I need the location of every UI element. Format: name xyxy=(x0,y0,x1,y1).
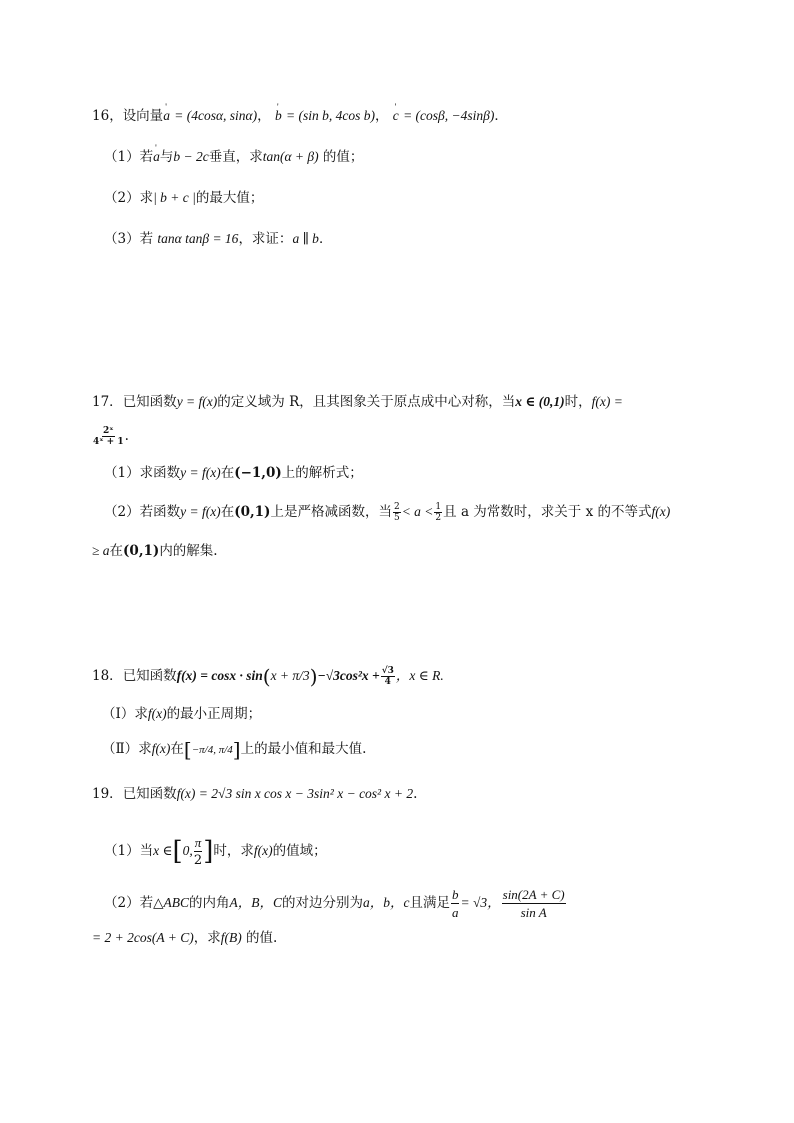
q17-p2-frac2-num: 1 xyxy=(435,502,442,512)
q19-p1-x: x ∈ xyxy=(153,843,173,858)
q17-p1-interval: (−1,0) xyxy=(234,465,282,481)
q16-p1-expr: b − 2c xyxy=(173,149,209,164)
q17-frac-num: 2ˣ xyxy=(103,426,114,436)
q19-p2-sin-num: sin(2A + C) xyxy=(502,887,565,902)
q16-p1-text-b: 与 xyxy=(159,149,174,165)
q19-p2-b: b xyxy=(451,887,459,902)
q18-p2-text-c: 上的最小值和最大值. xyxy=(240,741,367,757)
q16-p2-text-b: 的最大值； xyxy=(195,190,264,206)
q16-number: 16 xyxy=(92,108,110,124)
q19-p1-label: （1） xyxy=(104,843,140,859)
q18-fx: f(x) = cosx · sin xyxy=(176,668,263,683)
q19-p2-angles: A，B，C xyxy=(229,895,282,910)
q17-p2-frac1 xyxy=(393,502,401,523)
q17-part2 xyxy=(104,502,670,523)
q19-p2-text-d: 且满足 xyxy=(409,895,450,911)
q16-p3-expr: tanα tanβ = 16 xyxy=(157,231,239,246)
q18-number: 18． xyxy=(92,668,123,684)
q18-p2-text-a: 求 xyxy=(138,741,152,757)
q19-p2-sin-frac xyxy=(502,886,566,921)
q19-number: 19． xyxy=(92,786,123,802)
q17-stem xyxy=(92,392,623,412)
q16-p1-text-c: 垂直，求 xyxy=(208,149,263,165)
q19-stem: 19．已知函数f(x) = 2√3 sin x cos x − 3sin² x − cos² x + 2. xyxy=(92,786,418,802)
q18-fraction xyxy=(381,666,395,687)
q17-p1-text-a: 求函数 xyxy=(139,465,181,481)
q19-p2-a: a xyxy=(451,905,459,920)
q19-p2-ratio xyxy=(451,886,460,921)
q16-p3-parallel: a ∥ b xyxy=(292,231,319,246)
q16-p3-text-a: 若 xyxy=(139,231,154,247)
q18-p2-label: （Ⅱ） xyxy=(102,741,139,757)
vector-a: ' a xyxy=(163,106,170,126)
vector-b-expr: = (sin b, 4cos b) xyxy=(285,108,375,123)
q18-arg: x + π/3 xyxy=(270,668,310,683)
q16-p3-text-b: ，求证： xyxy=(238,231,293,247)
q19-p2-sin-den: sin A xyxy=(520,905,547,920)
q19-p1-two: 2 xyxy=(193,853,203,868)
q18-stem: 18．已知函数f(x) = cosx · sin(x + π/3)−√3cos²x + $\frac{√3}{4}$ ，x ∈ R. xyxy=(92,664,444,689)
q17-p2-text-d: 且 a 为常数时，求关于 x 的不等式 xyxy=(443,504,652,520)
q17-p2-text-c: 上是严格减函数，当 xyxy=(270,504,392,520)
q19-p2-text-a: 若 xyxy=(139,895,154,911)
q16-part2 xyxy=(104,188,263,208)
q19-p2-text-c: 的对边分别为 xyxy=(281,895,363,911)
q19-p1-text-c: 的值域； xyxy=(272,843,327,859)
q17-p2-fx: f(x) xyxy=(651,504,671,519)
q16-stem: 16，设向量' a = (4cosα, sinα)， ' b = (sin b, 4cos b)， ' c = (cosβ, −4sinβ)． xyxy=(92,106,508,126)
vector-c: ' c xyxy=(393,106,399,126)
vector-c-expr: = (cosβ, −4sinβ) xyxy=(403,108,495,123)
vector-b: ' b xyxy=(275,106,282,126)
q18-p1-fx: f(x) xyxy=(147,706,167,721)
q18-text-a: 已知函数 xyxy=(122,668,177,684)
q16-p3-label: （3） xyxy=(104,231,140,247)
q19-part2 xyxy=(104,886,567,921)
q17-part1 xyxy=(104,463,363,483)
q17-frac-den: 4ˣ + 1 xyxy=(93,437,124,447)
q17-p1-text-b: 在 xyxy=(220,465,235,481)
q17-p2-func: y = f(x) xyxy=(180,504,221,519)
q16-p2-label: （2） xyxy=(104,190,140,206)
q17-p1-label: （1） xyxy=(104,465,140,481)
q19-p2-label: （2） xyxy=(104,895,140,911)
q18-part1 xyxy=(102,704,261,724)
q18-p2-interval: −π/4, π/4 xyxy=(191,744,233,756)
q17-p2-text-a: 若函数 xyxy=(139,504,181,520)
q19-p1-text-a: 当 xyxy=(139,843,154,859)
q18-frac-den: 4 xyxy=(384,677,391,687)
q17-p2-text-f: 内的解集. xyxy=(159,543,218,559)
q16-part3: （3）若 tanα tanβ = 16，求证：a ∥ b． xyxy=(104,231,333,247)
q16-p2-expr: | b + c | xyxy=(153,190,196,205)
q18-frac-num: √3 xyxy=(381,666,394,676)
q16-part1 xyxy=(104,147,363,167)
q16-p1-text-a: 若 xyxy=(139,149,154,165)
q18-rest: −√3cos²x + xyxy=(317,668,380,683)
q19-text-a: 已知函数 xyxy=(122,786,177,802)
q17-func: y = f(x) xyxy=(176,394,218,409)
q19-part1: （1）当x ∈[0, $\frac{\pi}{2}$ ]时，求f(x)的值域； xyxy=(104,835,327,868)
q19-cont-fb: f(B) xyxy=(220,930,242,945)
q17-p2-interval: (0,1) xyxy=(234,504,271,520)
q19-p2-tri: △ABC xyxy=(153,895,189,910)
q16-p2-text-a: 求 xyxy=(139,190,154,206)
q18-part2: （Ⅱ）求f(x)在[−π/4, π/4]上的最小值和最大值. xyxy=(102,737,367,762)
q19-p2-text-b: 的内角 xyxy=(188,895,230,911)
q17-part2-cont xyxy=(92,541,218,561)
q16-p1-label: （1） xyxy=(104,149,140,165)
q18-p2-text-b: 在 xyxy=(170,741,184,757)
q17-p2-frac1-den: 5 xyxy=(393,513,400,523)
q17-p2-frac2 xyxy=(434,502,442,523)
q17-p2-label: （2） xyxy=(104,504,140,520)
q18-p1-text-a: 求 xyxy=(134,706,148,722)
q18-domain: ，x ∈ R. xyxy=(395,668,444,683)
q17-text-c: 时， xyxy=(564,394,592,410)
q19-p1-fx: f(x) xyxy=(253,843,273,858)
q17-fraction xyxy=(93,426,124,447)
q17-fraction-line: $\frac{\text{2ˣ}}{\text{4ˣ + 1}}$ . xyxy=(93,426,129,447)
q19-p1-pi: π xyxy=(194,835,202,850)
q18-p1-label: （Ⅰ） xyxy=(102,706,135,722)
q16-p1-text-d: 的值； xyxy=(322,149,364,165)
q19-cont-text: ，求 xyxy=(193,930,221,946)
q17-text-a: 已知函数 xyxy=(122,394,177,410)
q17-p1-text-c: 上的解析式； xyxy=(281,465,363,481)
q16-p1-tan: tan(α + β) xyxy=(262,149,319,164)
q19-cont-expr: = 2 + 2cos(A + C) xyxy=(92,930,194,945)
q17-p2-interval2: (0,1) xyxy=(123,543,160,559)
vector-a-ref: ' a xyxy=(153,147,160,167)
q18-p2-fx: f(x) xyxy=(151,741,171,756)
q17-p1-func: y = f(x) xyxy=(180,465,221,480)
q19-p2-sides: a，b，c xyxy=(362,895,410,910)
q17-p2-frac2-den: 2 xyxy=(435,513,442,523)
q18-p1-text-b: 的最小正周期； xyxy=(166,706,262,722)
q17-p2-ge: ≥ a xyxy=(92,543,110,558)
vector-a-expr: = (4cosα, sinα) xyxy=(174,108,258,123)
q17-p2-text-b: 在 xyxy=(220,504,235,520)
q17-p2-ineq: < a < xyxy=(401,504,434,519)
q17-p2-frac1-num: 2 xyxy=(393,502,400,512)
q19-p2-eq: = √3， xyxy=(460,895,501,910)
q19-p1-interval-a: 0, xyxy=(182,843,193,858)
q17-domain: x ∈ (0,1) xyxy=(515,394,565,409)
q17-p2-text-e: 在 xyxy=(109,543,124,559)
q16-intro: 设向量 xyxy=(122,108,164,124)
q17-number: 17． xyxy=(92,394,123,410)
q17-text-b: 的定义域为 R，且其图象关于原点成中心对称，当 xyxy=(217,394,516,410)
q19-fx: f(x) = 2√3 sin x cos x − 3sin² x − cos² x + 2 xyxy=(176,786,414,801)
q19-part2-cont xyxy=(92,928,277,948)
q19-p1-pi-frac xyxy=(194,834,203,869)
q19-p1-text-b: 时，求 xyxy=(213,843,254,859)
q17-fx-eq: f(x) = xyxy=(591,394,623,409)
q19-cont-end: 的值. xyxy=(246,930,278,946)
